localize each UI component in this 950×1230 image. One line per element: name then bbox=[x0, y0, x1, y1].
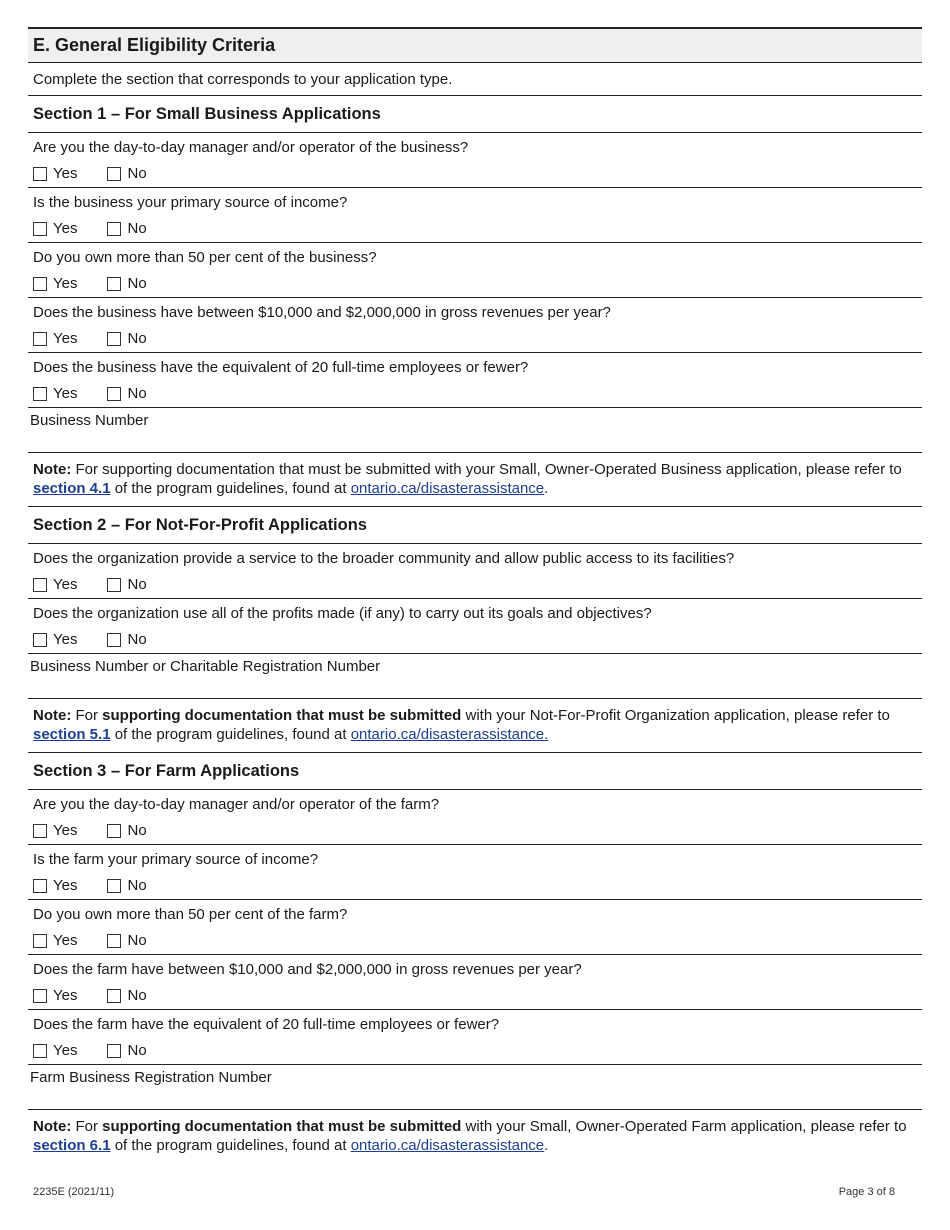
no-option[interactable]: No bbox=[107, 275, 146, 292]
yes-option[interactable]: Yes bbox=[33, 576, 77, 593]
question-row bbox=[28, 599, 922, 654]
yes-checkbox[interactable] bbox=[33, 387, 47, 401]
yes-option[interactable]: Yes bbox=[33, 987, 77, 1004]
form-id: 2235E (2021/11) bbox=[33, 1186, 115, 1198]
yes-option[interactable]: Yes bbox=[33, 822, 77, 839]
question-row bbox=[28, 353, 922, 408]
yes-checkbox[interactable] bbox=[33, 934, 47, 948]
yes-option[interactable]: Yes bbox=[33, 932, 77, 949]
field-label: Farm Business Registration Number bbox=[30, 1069, 272, 1086]
no-option[interactable]: No bbox=[107, 932, 146, 949]
yes-option[interactable]: Yes bbox=[33, 220, 77, 237]
question-row bbox=[28, 845, 922, 900]
no-checkbox[interactable] bbox=[107, 578, 121, 592]
charitable-number-field[interactable] bbox=[28, 654, 922, 699]
question-row bbox=[28, 133, 922, 188]
yes-checkbox[interactable] bbox=[33, 989, 47, 1003]
yes-option[interactable]: Yes bbox=[33, 330, 77, 347]
question-text: Do you own more than 50 per cent of the farm? bbox=[33, 906, 348, 923]
section3-note: Note: For supporting documentation that must be submitted with your Small, Owner-Operated Farm application, please refer to section 6.1 of the program guidelines, found at ontario.ca/disasterassistance. bbox=[33, 1118, 907, 1154]
yes-option[interactable]: Yes bbox=[33, 631, 77, 648]
section-header: E. General Eligibility Criteria bbox=[28, 29, 922, 63]
no-checkbox[interactable] bbox=[107, 332, 121, 346]
question-text: Does the business have the equivalent of 20 full-time employees or fewer? bbox=[33, 359, 529, 376]
question-row bbox=[28, 544, 922, 599]
question-text: Does the organization provide a service to the broader community and allow public access to its facilities? bbox=[33, 550, 735, 567]
section-link[interactable]: section 5.1 bbox=[33, 725, 111, 743]
no-option[interactable]: No bbox=[107, 330, 146, 347]
no-checkbox[interactable] bbox=[107, 387, 121, 401]
section-link[interactable]: section 6.1 bbox=[33, 1136, 111, 1154]
business-number-field[interactable] bbox=[28, 408, 922, 453]
no-option[interactable]: No bbox=[107, 576, 146, 593]
url-link[interactable]: ontario.ca/disasterassistance bbox=[350, 1136, 545, 1154]
question-text: Do you own more than 50 per cent of the business? bbox=[33, 249, 377, 266]
yes-checkbox[interactable] bbox=[33, 167, 47, 181]
yes-checkbox[interactable] bbox=[33, 879, 47, 893]
no-checkbox[interactable] bbox=[107, 167, 121, 181]
question-text: Does the organization use all of the profits made (if any) to carry out its goals and objectives? bbox=[33, 605, 652, 622]
field-label: Business Number bbox=[30, 412, 149, 429]
url-link[interactable]: ontario.ca/disasterassistance bbox=[350, 479, 545, 497]
field-label: Business Number or Charitable Registration Number bbox=[30, 658, 381, 675]
no-option[interactable]: No bbox=[107, 385, 146, 402]
no-checkbox[interactable] bbox=[107, 934, 121, 948]
question-row bbox=[28, 188, 922, 243]
question-text: Are you the day-to-day manager and/or operator of the farm? bbox=[33, 796, 440, 813]
yes-checkbox[interactable] bbox=[33, 1044, 47, 1058]
no-checkbox[interactable] bbox=[107, 824, 121, 838]
yes-checkbox[interactable] bbox=[33, 222, 47, 236]
question-row bbox=[28, 955, 922, 1010]
question-row bbox=[28, 1010, 922, 1065]
question-text: Does the business have between $10,000 and $2,000,000 in gross revenues per year? bbox=[33, 304, 611, 321]
no-checkbox[interactable] bbox=[107, 277, 121, 291]
question-text: Is the farm your primary source of income? bbox=[33, 851, 319, 868]
section3-title: Section 3 – For Farm Applications bbox=[28, 753, 922, 790]
section2-note: Note: For supporting documentation that must be submitted with your Not-For-Profit Organization application, please refer to section 5.1 of the program guidelines, found at ontario.ca/disasterassistance. bbox=[28, 699, 922, 753]
url-link[interactable]: ontario.ca/disasterassistance. bbox=[350, 725, 549, 743]
yes-checkbox[interactable] bbox=[33, 824, 47, 838]
no-option[interactable]: No bbox=[107, 822, 146, 839]
page-number: Page 3 of 8 bbox=[838, 1186, 895, 1198]
farm-registration-field[interactable] bbox=[28, 1065, 922, 1110]
section1-note: Note: For supporting documentation that must be submitted with your Small, Owner-Operated Business application, please refer to section 4.1 of the program guidelines, found at ontario.ca/disasterassistance. bbox=[28, 453, 922, 507]
question-text: Is the business your primary source of income? bbox=[33, 194, 348, 211]
yes-option[interactable]: Yes bbox=[33, 877, 77, 894]
eligibility-form bbox=[28, 27, 922, 1172]
no-checkbox[interactable] bbox=[107, 222, 121, 236]
yes-option[interactable]: Yes bbox=[33, 165, 77, 182]
question-row bbox=[28, 900, 922, 955]
yes-option[interactable]: Yes bbox=[33, 275, 77, 292]
question-row bbox=[28, 790, 922, 845]
question-text: Does the farm have between $10,000 and $2,000,000 in gross revenues per year? bbox=[33, 961, 582, 978]
no-checkbox[interactable] bbox=[107, 633, 121, 647]
yes-option[interactable]: Yes bbox=[33, 1042, 77, 1059]
yes-checkbox[interactable] bbox=[33, 633, 47, 647]
yes-checkbox[interactable] bbox=[33, 277, 47, 291]
instruction-text: Complete the section that corresponds to your application type. bbox=[28, 63, 922, 96]
no-option[interactable]: No bbox=[107, 877, 146, 894]
no-option[interactable]: No bbox=[107, 987, 146, 1004]
no-checkbox[interactable] bbox=[107, 879, 121, 893]
question-text: Does the farm have the equivalent of 20 full-time employees or fewer? bbox=[33, 1016, 500, 1033]
yes-checkbox[interactable] bbox=[33, 578, 47, 592]
no-option[interactable]: No bbox=[107, 165, 146, 182]
question-row bbox=[28, 298, 922, 353]
no-option[interactable]: No bbox=[107, 220, 146, 237]
no-checkbox[interactable] bbox=[107, 989, 121, 1003]
section-link[interactable]: section 4.1 bbox=[33, 479, 111, 497]
section2-title: Section 2 – For Not-For-Profit Applications bbox=[28, 507, 922, 544]
yes-option[interactable]: Yes bbox=[33, 385, 77, 402]
no-option[interactable]: No bbox=[107, 631, 146, 648]
yes-checkbox[interactable] bbox=[33, 332, 47, 346]
section1-title: Section 1 – For Small Business Applications bbox=[28, 96, 922, 133]
no-checkbox[interactable] bbox=[107, 1044, 121, 1058]
question-row bbox=[28, 243, 922, 298]
question-text: Are you the day-to-day manager and/or operator of the business? bbox=[33, 139, 469, 156]
no-option[interactable]: No bbox=[107, 1042, 146, 1059]
